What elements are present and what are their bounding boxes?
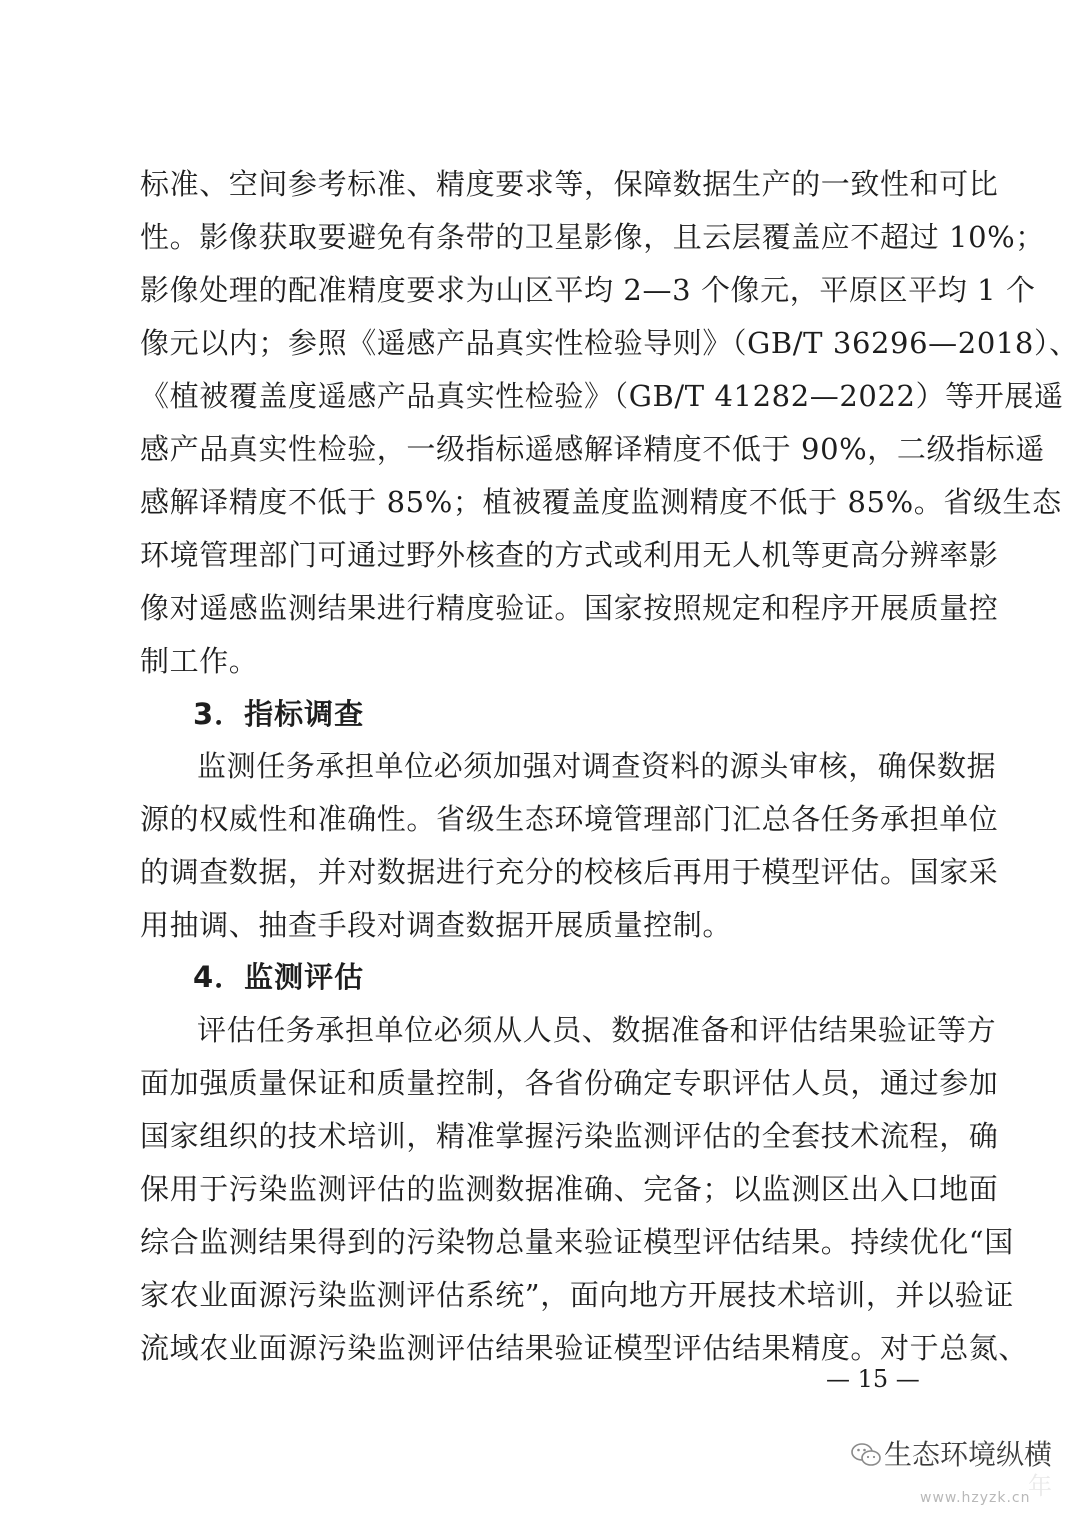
paragraph-line: 监测任务承担单位必须加强对调查资料的源头审核，确保数据 <box>197 749 997 783</box>
paragraph-line: 环境管理部门可通过野外核查的方式或利用无人机等更高分辨率影 <box>140 538 999 572</box>
paragraph-line: 面加强质量保证和质量控制，各省份确定专职评估人员，通过参加 <box>140 1066 999 1100</box>
watermark-title: 生态环境纵横 <box>884 1438 1053 1471</box>
paragraph-line: 源的权威性和准确性。省级生态环境管理部门汇总各任务承担单位 <box>140 802 999 836</box>
paragraph-line: 标准、空间参考标准、精度要求等，保障数据生产的一致性和可比 <box>140 167 999 201</box>
paragraph-line: 保用于污染监测评估的监测数据准确、完备；以监测区出入口地面 <box>140 1172 999 1206</box>
paragraph-line: 家农业面源污染监测评估系统”，面向地方开展技术培训，并以验证 <box>140 1278 1014 1312</box>
paragraph-line: 像元以内；参照《遥感产品真实性检验导则》（GB/T 36296—2018）、 <box>140 326 1079 360</box>
paragraph-line: 用抽调、抽查手段对调查数据开展质量控制。 <box>140 908 733 942</box>
paragraph-line: 制工作。 <box>140 644 259 678</box>
paragraph-line: 感解译精度不低于 85%；植被覆盖度监测精度不低于 85%。省级生态 <box>140 485 1062 519</box>
page-number: — 15 — <box>826 1365 920 1393</box>
paragraph-line: 影像处理的配准精度要求为山区平均 2—3 个像元，平原区平均 1 个 <box>140 273 1036 307</box>
section-heading-3: 3．指标调查 <box>193 697 365 731</box>
paragraph-line: 性。影像获取要避免有条带的卫星影像，且云层覆盖应不超过 10%； <box>140 220 1045 254</box>
paragraph-line: 感产品真实性检验，一级指标遥感解译精度不低于 90%，二级指标遥 <box>140 432 1045 466</box>
paragraph-line: 流域农业面源污染监测评估结果验证模型评估结果精度。对于总氮、 <box>140 1331 1029 1365</box>
paragraph-line: 国家组织的技术培训，精准掌握污染监测评估的全套技术流程，确 <box>140 1119 999 1153</box>
watermark <box>850 1428 1080 1523</box>
watermark-url: www.hzyzk.cn <box>920 1490 1031 1506</box>
section-heading-4: 4．监测评估 <box>193 960 365 994</box>
paragraph-line: 《植被覆盖度遥感产品真实性检验》（GB/T 41282—2022）等开展遥 <box>140 379 1064 413</box>
paragraph-line: 的调查数据，并对数据进行充分的校核后再用于模型评估。国家采 <box>140 855 999 889</box>
paragraph-line: 评估任务承担单位必须从人员、数据准备和评估结果验证等方 <box>197 1013 997 1047</box>
watermark-ghost-text: 年 <box>1028 1472 1052 1500</box>
paragraph-line: 综合监测结果得到的污染物总量来验证模型评估结果。持续优化“国 <box>140 1225 1014 1259</box>
wechat-icon <box>850 1442 882 1468</box>
paragraph-line: 像对遥感监测结果进行精度验证。国家按照规定和程序开展质量控 <box>140 591 999 625</box>
